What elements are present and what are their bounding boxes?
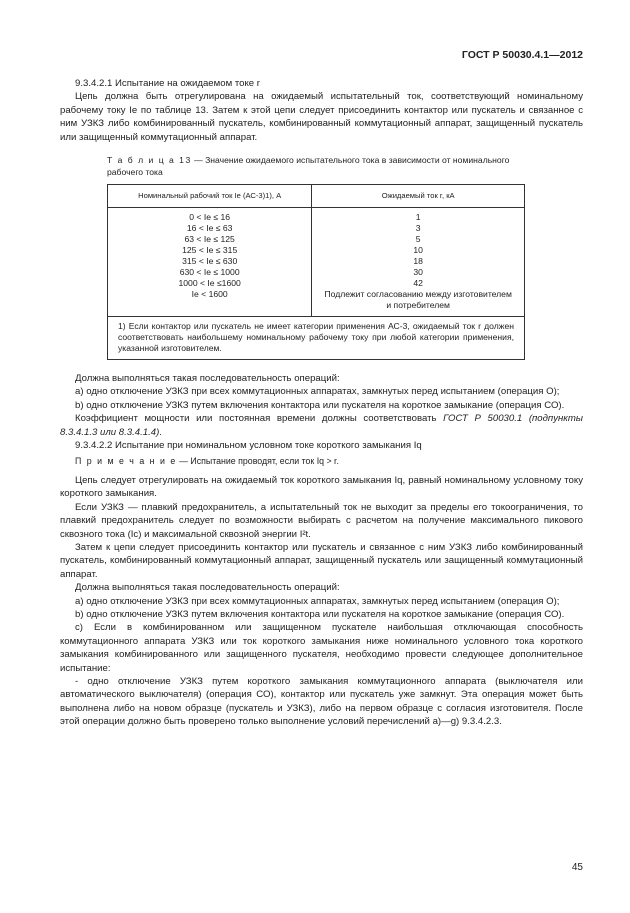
table-caption-lead: Т а б л и ц а 13	[107, 155, 192, 166]
note-text: — Испытание проводят, если ток Iq > r.	[176, 456, 339, 467]
current-cell: 18	[413, 256, 423, 267]
op-b: b) одно отключение УЗКЗ путем включения контактора или пускателя на короткое замыкание (операция СО).	[75, 399, 565, 411]
range-cell: 630 < Ie ≤ 1000	[179, 267, 240, 278]
paragraph: Цепь следует отрегулировать на ожидаемый ток короткого замыкания Iq, равный номинальному условному току короткого замыкания.	[60, 474, 583, 500]
table-caption-text: — Значение ожидаемого испытательного тока в зависимости от номинального рабочего тока	[107, 155, 510, 177]
range-cell: 16 < Ie ≤ 63	[186, 223, 233, 234]
current-cell: 10	[413, 245, 423, 256]
section-title-9-3-4-2-2: 9.3.4.2.2 Испытание при номинальном условном токе короткого замыкания Iq	[75, 440, 422, 452]
op-a: a) одно отключение УЗКЗ при всех коммутационных аппаратах, замкнутых перед испытанием (операция О);	[75, 595, 560, 607]
current-cell: 42	[413, 278, 423, 289]
ops-lead: Должна выполняться такая последовательность операций:	[75, 373, 340, 385]
current-cell: 1	[415, 212, 421, 223]
range-cell: 63 < Ie ≤ 125	[184, 234, 235, 245]
range-cell: 0 < Ie ≤ 16	[189, 212, 231, 223]
note	[60, 455, 583, 468]
current-cell: 30	[413, 267, 423, 278]
range-column	[108, 208, 312, 317]
document-body	[60, 77, 583, 729]
ops-lead: Должна выполняться такая последовательность операций:	[75, 582, 340, 594]
range-cell: 1000 < Ie ≤1600	[178, 278, 241, 289]
paragraph: Цепь должна быть отрегулирована на ожидаемый испытательный ток, соответствующий номинальному рабочему току Ie по таблице 13. Затем к этой цепи следует присоединить контактор или пускатель и связанное с ним УЗКЗ либо комбинированный пускатель, комбинированный коммутационный аппарат, защищенный пускатель или защищенный коммутационный аппарат.	[60, 91, 583, 143]
op-a: a) одно отключение УЗКЗ при всех коммутационных аппаратах, замкнутых перед испытанием (операция О);	[75, 386, 560, 398]
range-cell: 315 < Ie ≤ 630	[182, 256, 238, 267]
col1-header: Номинальный рабочий ток Ie (АС-3)1), А	[108, 185, 312, 208]
table-13	[107, 184, 525, 360]
current-column	[312, 208, 525, 317]
additional-test: - одно отключение УЗКЗ путем короткого замыкания коммутационного аппарата (выключателя или автоматического выключателя) (операция СО), контактор или пускатель уже замкнут. Эта операция может быть выполнена либо на новом образце (пускатель и УЗКЗ), либо на первом образце с согласия изготовителя. После этой операции должно быть проверено только выполнение условий перечислений а)—g) 9.3.4.2.3.	[60, 675, 583, 728]
op-b: b) одно отключение УЗКЗ путем включения контактора или пускателя на короткое замыкание (операция СО).	[75, 608, 565, 620]
power-factor-text: Коэффициент мощности или постоянная времени должны соответствовать	[75, 413, 444, 425]
paragraph: Если УЗКЗ — плавкий предохранитель, а испытательный ток не выходит за пределы его токоограничения, то плавкий предохранитель следует по возможности выбирать с расчетом на получение максимального пикового сквозного тока (Ic) и максимальной сквозной энергии I²t.	[60, 501, 583, 540]
paragraph: Затем к цепи следует присоединить контактор или пускатель и связанное с ним УЗКЗ либо комбинированный пускатель, комбинированный коммутационный аппарат, защищенный пускатель или защищенный коммутационный аппарат.	[60, 541, 583, 580]
section-title-9-3-4-2-1: 9.3.4.2.1 Испытание на ожидаемом токе r	[75, 78, 260, 89]
col2-header: Ожидаемый ток r, кА	[312, 185, 525, 208]
standard-header: ГОСТ Р 50030.4.1—2012	[461, 49, 583, 61]
table-footnote: 1) Если контактор или пускатель не имеет категории применения АС-3, ожидаемый ток r должен соответствовать наибольшему номинальному рабочему току при любой категории применения, указанной изготовителем.	[108, 317, 525, 360]
range-cell: 125 < Ie ≤ 315	[182, 245, 238, 256]
current-cell: Подлежит согласованию между изготовителем и потребителем	[324, 289, 512, 311]
op-c: c) Если в комбинированном или защищенном пускателе наибольшая отключающая способность коммутационного аппарата УЗКЗ или ток короткого замыкания ниже номинального условного тока короткого замыкания комбинированного или защищенного пускателя, необходимо провести следующее дополнительное испытание:	[60, 622, 583, 674]
page-number: 45	[571, 862, 583, 873]
current-cell: 3	[415, 223, 421, 234]
current-cell: 5	[415, 234, 421, 245]
table-caption	[107, 155, 527, 178]
period: .	[159, 426, 162, 438]
range-cell: Ie < 1600	[191, 289, 228, 300]
standard-reference: ГОСТ Р 50030.1 (подпункты 8.3.4.1.3 или 8.3.4.1.4)	[60, 413, 583, 438]
note-lead: П р и м е ч а н и е	[75, 456, 177, 467]
power-factor-paragraph	[60, 412, 583, 439]
